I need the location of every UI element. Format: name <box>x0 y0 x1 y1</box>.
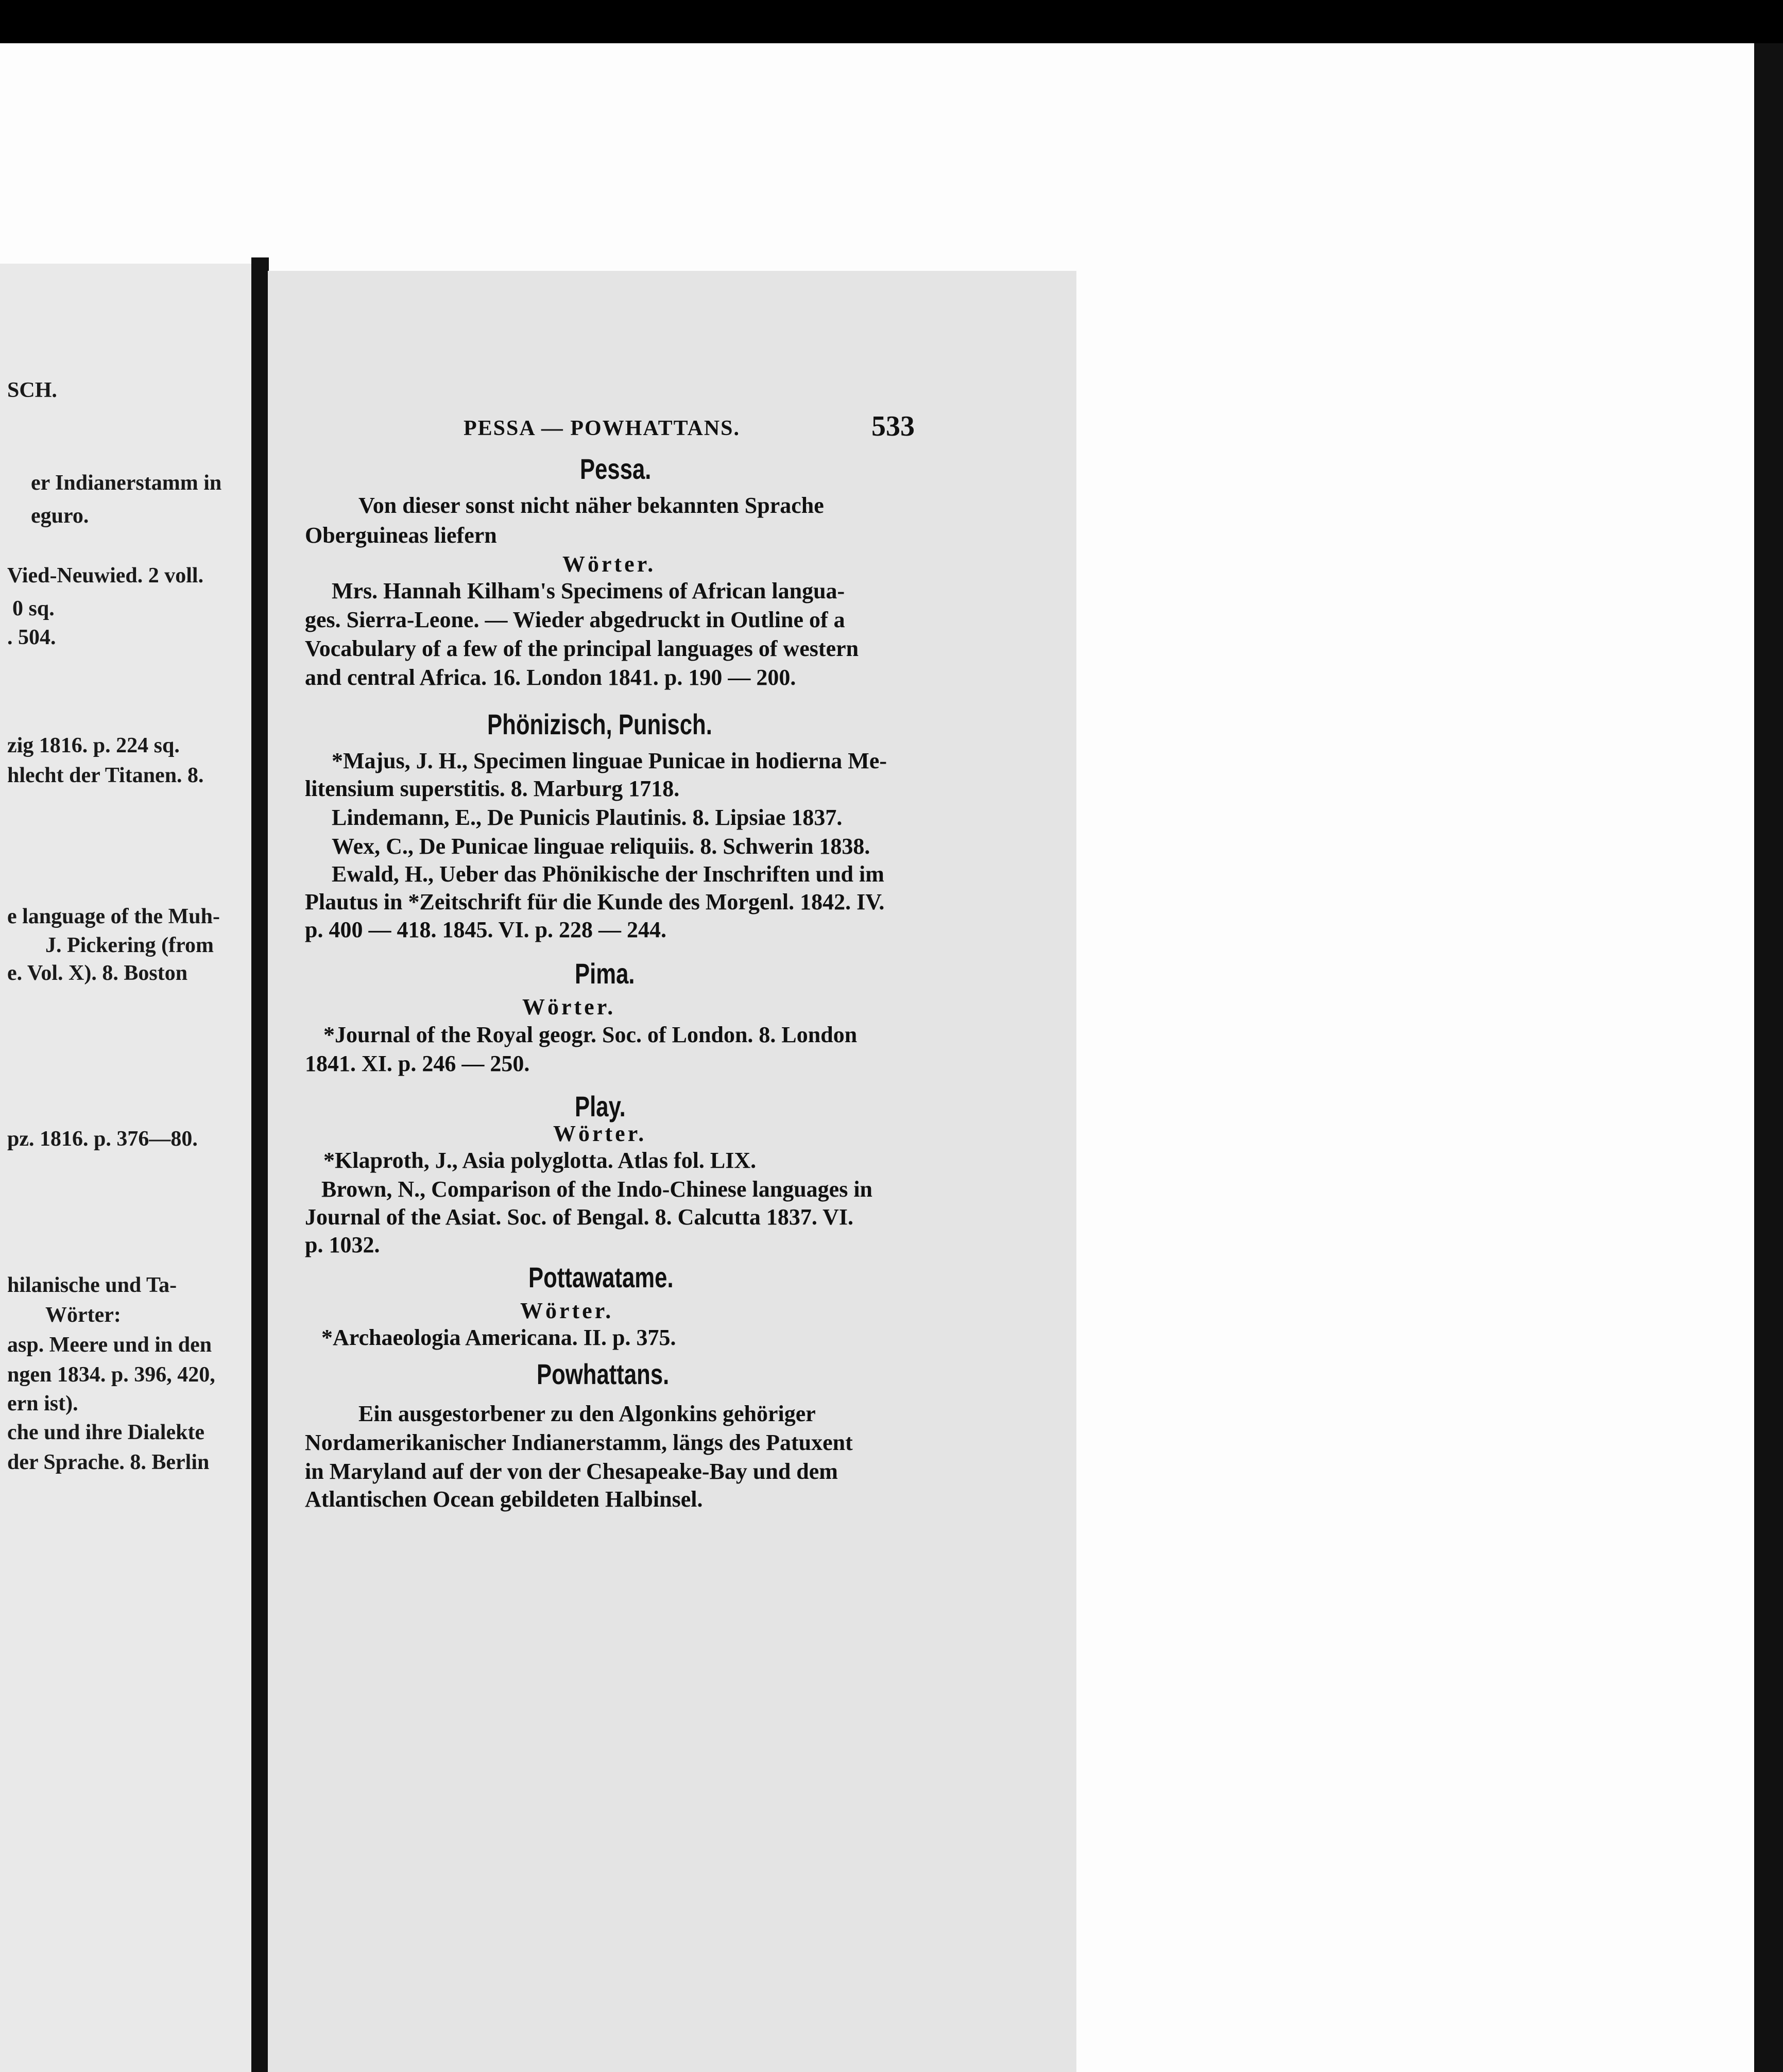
body-line: Oberguineas liefern <box>305 523 497 548</box>
entry-line: 1841. XI. p. 246 — 250. <box>305 1051 530 1076</box>
body-line: in Maryland auf der von der Chesapeake-Bay und dem <box>305 1459 838 1484</box>
section-heading-play: Play. <box>575 1090 626 1123</box>
entry-line: Lindemann, E., De Punicis Plautinis. 8. Lipsiae 1837. <box>332 805 843 830</box>
entry-line: p. 400 — 418. 1845. VI. p. 228 — 244. <box>305 917 667 942</box>
section-heading-pima: Pima. <box>575 957 635 990</box>
body-line: Von dieser sonst nicht näher bekannten Sprache <box>358 493 824 518</box>
left-line: der Sprache. 8. Berlin <box>7 1451 210 1474</box>
entry-line: and central Africa. 16. London 1841. p. 190 — 200. <box>305 665 796 690</box>
subheading-woerter: Wörter. <box>520 1298 614 1323</box>
section-heading-phoenizisch: Phönizisch, Punisch. <box>487 708 712 740</box>
left-line: hlecht der Titanen. 8. <box>7 764 204 787</box>
book-gutter <box>251 257 269 2072</box>
entry-line: Ewald, H., Ueber das Phönikische der Inschriften und im <box>332 861 884 887</box>
body-line: Nordamerikanischer Indianerstamm, längs des Patuxent <box>305 1430 853 1455</box>
left-page-fragment <box>0 264 251 2072</box>
left-line: asp. Meere und in den <box>7 1333 212 1357</box>
right-page <box>268 271 1076 2072</box>
entry-line: *Archaeologia Americana. II. p. 375. <box>321 1325 676 1350</box>
entry-line: ges. Sierra-Leone. — Wieder abgedruckt in Outline of a <box>305 607 845 632</box>
left-line: ern ist). <box>7 1392 78 1415</box>
left-line: Wörter: <box>45 1303 121 1327</box>
right-frame-edge <box>1754 43 1783 2072</box>
subheading-woerter: Wörter. <box>553 1121 647 1146</box>
entry-line: Mrs. Hannah Kilham's Specimens of African langua- <box>332 578 845 603</box>
left-line: Vied-Neuwied. 2 voll. <box>7 564 204 588</box>
subheading-woerter: Wörter. <box>562 551 656 577</box>
left-line: hilanische und Ta- <box>7 1273 177 1297</box>
left-line: er Indianerstamm in <box>31 471 222 495</box>
left-line: zig 1816. p. 224 sq. <box>7 734 180 757</box>
entry-line: litensium superstitis. 8. Marburg 1718. <box>305 776 680 801</box>
left-line: . 504. <box>7 626 56 649</box>
left-line: ngen 1834. p. 396, 420, <box>7 1363 215 1387</box>
subheading-woerter: Wörter. <box>522 994 616 1020</box>
left-line: 0 sq. <box>12 597 55 620</box>
left-line: J. Pickering (from <box>45 934 214 957</box>
left-line: SCH. <box>7 378 57 402</box>
running-head: PESSA — POWHATTANS. <box>464 417 741 440</box>
entry-line: *Majus, J. H., Specimen linguae Punicae in hodierna Me- <box>332 748 887 773</box>
section-heading-pessa: Pessa. <box>580 453 652 485</box>
left-line: che und ihre Dialekte <box>7 1421 205 1444</box>
body-line: Atlantischen Ocean gebildeten Halbinsel. <box>305 1487 703 1512</box>
left-line: eguro. <box>31 504 89 528</box>
entry-line: Plautus in *Zeitschrift für die Kunde des Morgenl. 1842. IV. <box>305 889 885 914</box>
entry-line: Brown, N., Comparison of the Indo-Chinese languages in <box>321 1177 873 1202</box>
entry-line: Journal of the Asiat. Soc. of Bengal. 8. Calcutta 1837. VI. <box>305 1204 853 1230</box>
entry-line: Vocabulary of a few of the principal languages of western <box>305 636 859 661</box>
entry-line: *Journal of the Royal geogr. Soc. of London. 8. London <box>323 1022 858 1047</box>
left-line: pz. 1816. p. 376—80. <box>7 1127 198 1151</box>
entry-line: Wex, C., De Punicae linguae reliquiis. 8. Schwerin 1838. <box>332 834 870 859</box>
section-heading-powhattans: Powhattans. <box>537 1358 670 1390</box>
body-line: Ein ausgestorbener zu den Algonkins gehöriger <box>358 1401 816 1426</box>
page-number: 533 <box>871 410 915 442</box>
entry-line: p. 1032. <box>305 1232 380 1257</box>
left-line: e language of the Muh- <box>7 905 220 928</box>
entry-line: *Klaproth, J., Asia polyglotta. Atlas fol. LIX. <box>323 1148 757 1173</box>
left-line: e. Vol. X). 8. Boston <box>7 961 188 985</box>
section-heading-pottawatame: Pottawatame. <box>528 1261 674 1293</box>
